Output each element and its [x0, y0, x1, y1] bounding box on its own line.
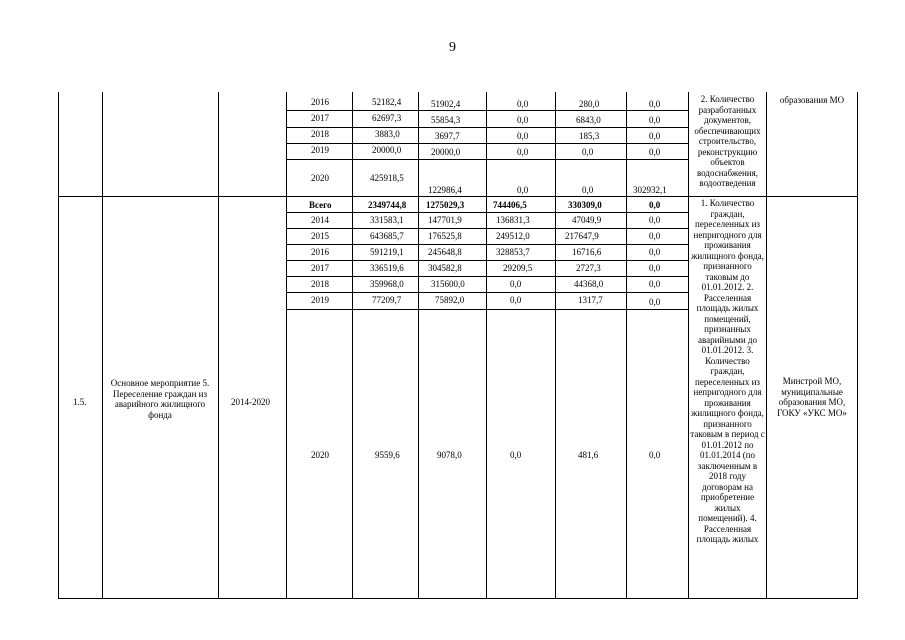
column-divider	[218, 92, 219, 599]
year-cell: 2019	[311, 145, 329, 155]
column-divider	[418, 92, 419, 599]
amount-cell: 304582,8	[428, 263, 462, 273]
amount-cell: 3697,7	[435, 131, 460, 141]
amount-cell: 176525,8	[428, 231, 462, 241]
amount-cell: 0,0	[517, 147, 529, 157]
total-cell: 359968,0	[370, 279, 404, 289]
amount-cell: 136831,3	[496, 215, 530, 225]
total-cell: 331583,1	[370, 215, 404, 225]
amount-cell: 47049,9	[572, 215, 602, 225]
row-divider	[286, 143, 688, 144]
amount-cell: 20000,0	[431, 147, 461, 157]
amount-cell: 315600,0	[431, 279, 465, 289]
table-border-left	[58, 92, 59, 599]
amount-cell: 0,0	[582, 147, 594, 157]
responsible-text: Минстрой МО, муниципальные образования МО, ГОКУ «УКС МО»	[777, 376, 847, 418]
year-cell: 2018	[311, 279, 329, 289]
column-divider	[688, 92, 689, 599]
year-cell: 2019	[311, 295, 329, 305]
amount-cell: 6843,0	[576, 115, 601, 125]
total-cell: 2349744,8	[368, 200, 407, 210]
amount-cell: 280,0	[579, 99, 600, 109]
total-cell: 62697,3	[372, 113, 402, 123]
row-divider	[286, 159, 688, 160]
total-cell: 77209,7	[372, 295, 402, 305]
row-divider	[286, 127, 688, 128]
section-divider	[58, 196, 858, 197]
column-divider	[555, 92, 556, 599]
amount-cell: 0,0	[649, 231, 661, 241]
year-cell: 2017	[311, 113, 329, 123]
row-divider	[286, 292, 688, 293]
amount-cell: 328853,7	[496, 247, 530, 257]
amount-cell: 44368,0	[574, 279, 604, 289]
amount-cell: 2727,3	[576, 263, 601, 273]
row-divider	[286, 260, 688, 261]
year-cell: 2020	[311, 450, 329, 460]
total-cell: 425918,5	[370, 173, 404, 183]
table-border-bottom	[58, 598, 858, 599]
amount-cell: 51902,4	[431, 99, 461, 109]
item-number: 1.5.	[73, 397, 87, 407]
amount-cell: 1317,7	[578, 295, 603, 305]
total-cell: 591219,1	[370, 247, 404, 257]
column-divider	[766, 92, 767, 599]
responsible-text: образования МО	[779, 95, 845, 105]
year-cell: 2016	[311, 97, 329, 107]
amount-cell: 0,0	[517, 99, 529, 109]
year-cell: 2018	[311, 129, 329, 139]
total-cell: 643685,7	[370, 231, 404, 241]
total-cell: 20000,0	[372, 145, 402, 155]
row-divider	[286, 276, 688, 277]
total-cell: 52182,4	[372, 97, 402, 107]
table-border-right	[857, 92, 858, 599]
amount-cell: 0,0	[517, 115, 529, 125]
year-cell: 2014	[311, 215, 329, 225]
amount-cell: 330309,0	[568, 200, 602, 210]
column-divider	[626, 92, 627, 599]
row-divider	[286, 228, 688, 229]
amount-cell: 0,0	[510, 450, 522, 460]
amount-cell: 0,0	[517, 185, 529, 195]
amount-cell: 147701,9	[428, 215, 462, 225]
amount-cell: 481,6	[578, 450, 599, 460]
row-divider	[286, 110, 688, 111]
year-cell: 2015	[311, 231, 329, 241]
total-label: Всего	[309, 200, 332, 210]
amount-cell: 0,0	[649, 131, 661, 141]
column-divider	[102, 92, 103, 599]
amount-cell: 245648,8	[428, 247, 462, 257]
amount-cell: 0,0	[649, 115, 661, 125]
amount-cell: 0,0	[649, 147, 661, 157]
amount-cell: 29209,5	[503, 263, 533, 273]
amount-cell: 217647,9	[565, 231, 599, 241]
amount-cell: 302932,1	[633, 185, 667, 195]
column-divider	[486, 92, 487, 599]
year-cell: 2020	[311, 173, 329, 183]
amount-cell: 0,0	[649, 99, 661, 109]
amount-cell: 0,0	[510, 295, 522, 305]
amount-cell: 0,0	[517, 131, 529, 141]
amount-cell: 0,0	[649, 215, 661, 225]
period-cell: 2014-2020	[231, 397, 270, 407]
amount-cell: 1275029,3	[426, 200, 465, 210]
measure-name: Основное мероприятие 5. Переселение граждан из аварийного жилищного фонда	[110, 378, 210, 420]
amount-cell: 55854,3	[431, 115, 461, 125]
total-cell: 9559,6	[375, 450, 400, 460]
amount-cell: 744406,5	[493, 200, 527, 210]
amount-cell: 0,0	[649, 297, 661, 307]
result-indicator-text: 1. Количество граждан, переселенных из непригодного для проживания жилищного фонда, признанного таковым до 01.01.2012. 2. Расселенная площадь жилых помещений, признанных аварийными до 01.01.2012. 3. Количество граждан, переселенных из непригодного для проживания жилищного фонда, признанного таковым в период с 01.01.2012 по 01.01.2014 (по заключенным в 2018 году договорам на приобретение жилых помещений). 4. Расселенная площадь жилых	[690, 198, 765, 544]
amount-cell: 122986,4	[428, 185, 462, 195]
amount-cell: 75892,0	[435, 295, 465, 305]
amount-cell: 249512,0	[496, 231, 530, 241]
amount-cell: 0,0	[649, 279, 661, 289]
row-divider	[286, 244, 688, 245]
column-divider	[352, 92, 353, 599]
year-cell: 2016	[311, 247, 329, 257]
column-divider	[286, 92, 287, 599]
amount-cell: 185,3	[579, 131, 600, 141]
page-number: 9	[449, 40, 456, 55]
amount-cell: 0,0	[649, 247, 661, 257]
row-divider	[286, 212, 688, 213]
amount-cell: 0,0	[582, 185, 594, 195]
amount-cell: 16716,6	[572, 247, 602, 257]
amount-cell: 0,0	[649, 263, 661, 273]
result-indicator-text: 2. Количество разработанных документов, обеспечивающих строительство, реконструкцию объектов водоснабжения, водоотведения	[694, 94, 761, 188]
amount-cell: 0,0	[510, 279, 522, 289]
year-cell: 2017	[311, 263, 329, 273]
amount-cell: 0,0	[649, 450, 661, 460]
amount-cell: 9078,0	[437, 450, 462, 460]
amount-cell: 0,0	[649, 200, 661, 210]
total-cell: 336519,6	[370, 263, 404, 273]
total-cell: 3883,0	[375, 129, 400, 139]
row-divider	[286, 309, 688, 310]
